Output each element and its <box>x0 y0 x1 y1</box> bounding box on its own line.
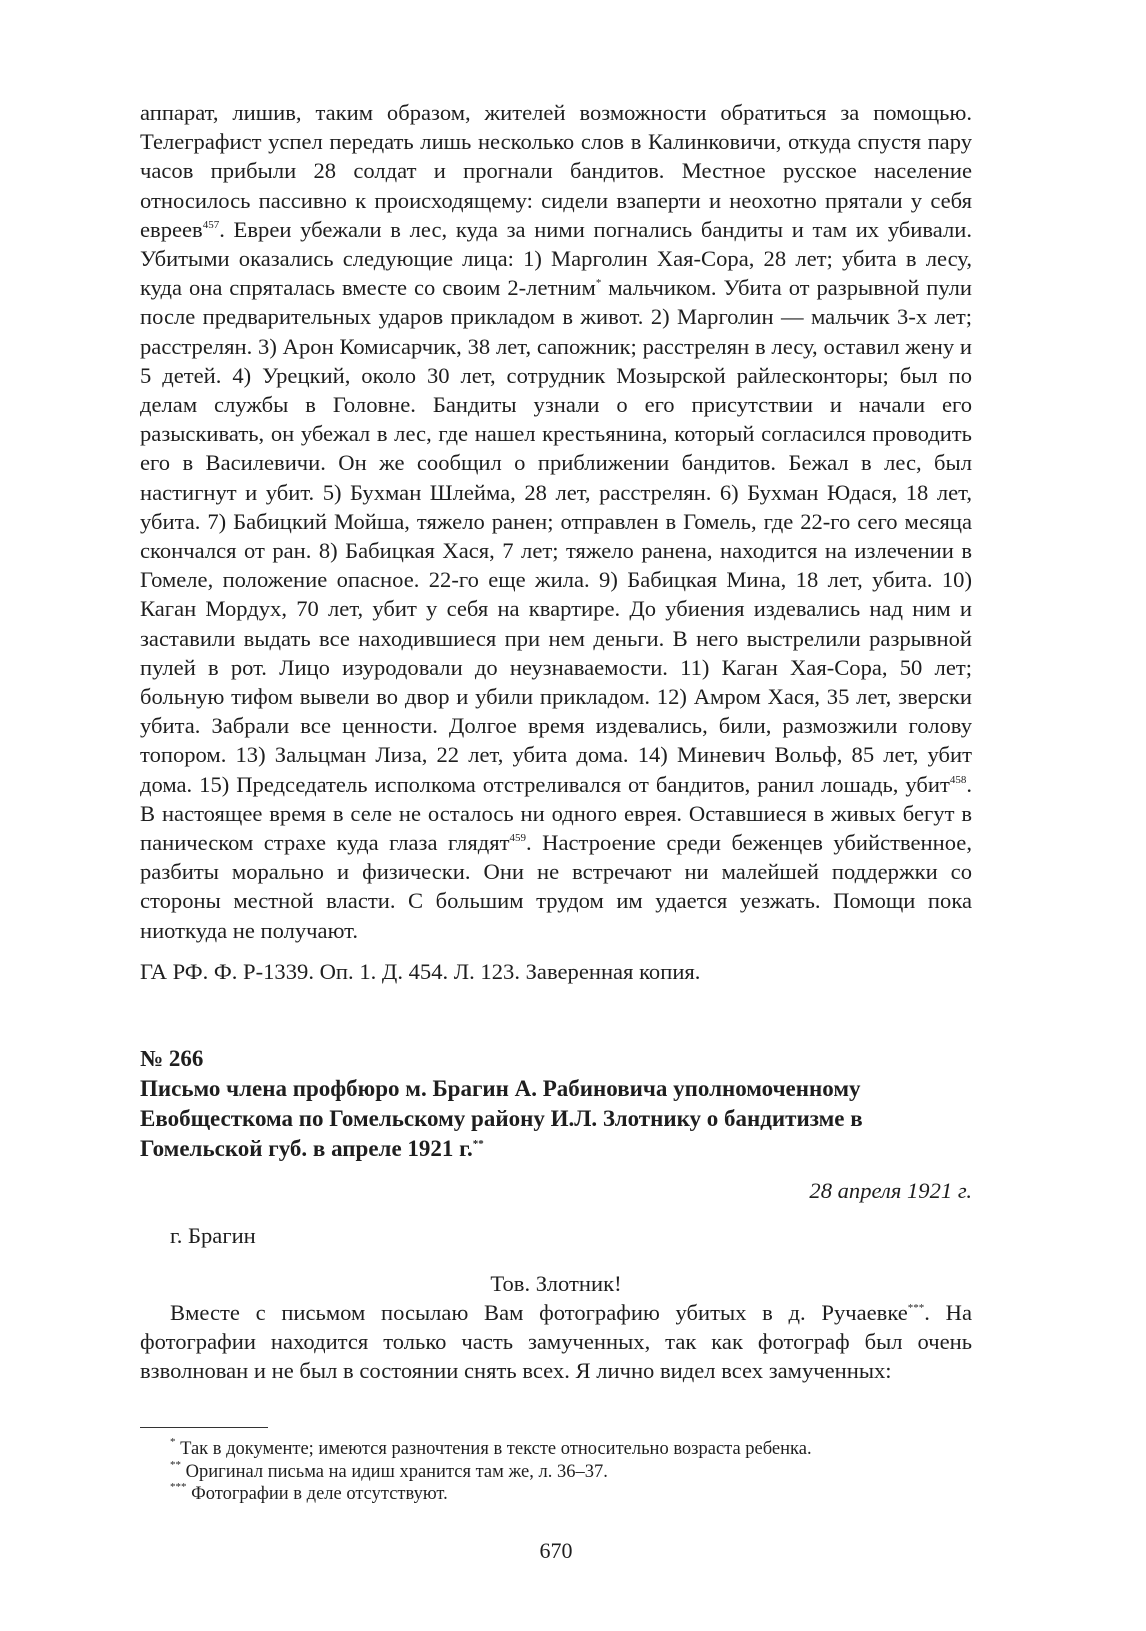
document-title-text: Письмо члена профбюро м. Брагин А. Рабиновича уполномоченному Евобщесткома по Гомельскому району И.Л. Злотнику о бандитизме в Гомельской губ. в апреле 1921 г. <box>140 1076 863 1162</box>
text-run: . Настроение среди беженцев убийственное, разбиты морально и физически. Они не встречают ни малейшей поддержки со стороны местной власти. С большим трудом им удается уезжать. Помощи пока ниоткуда не получают. <box>140 830 972 943</box>
footnote-text: Оригинал письма на идиш хранится там же, л. 36–37. <box>185 1461 608 1482</box>
footnote-ref-457[interactable]: 457 <box>202 218 220 231</box>
footnote <box>170 1458 972 1484</box>
footnote-divider <box>140 1427 268 1428</box>
letter-paragraph <box>140 1298 972 1386</box>
footnote-text: Так в документе; имеются разночтения в тексте относительно возраста ребенка. <box>180 1439 812 1460</box>
letter-date: 28 апреля 1921 г. <box>809 1178 972 1204</box>
letter-salutation: Тов. Злотник! <box>490 1270 622 1296</box>
footnote-text: Фотографии в деле отсутствуют. <box>191 1484 448 1505</box>
footnote-mark: * <box>170 1436 176 1449</box>
document-page <box>140 98 972 1565</box>
page-number: 670 <box>539 1537 573 1563</box>
footnote-mark: ** <box>170 1458 181 1471</box>
text-run: . На фотографии находится только часть замученных, так как фотограф был очень взволнован и не был в состоянии снять всех. Я лично видел всех замученных: <box>140 1299 972 1384</box>
footnote-ref-458[interactable]: 458 <box>949 773 967 786</box>
archive-source: ГА РФ. Ф. Р-1339. Оп. 1. Д. 454. Л. 123. Заверенная копия. <box>140 958 701 984</box>
document-number: № 266 <box>140 1046 204 1072</box>
footnote <box>170 1483 972 1506</box>
text-run: . В настоящее время в селе не осталось ни одного еврея. Оставшиеся в живых бегут в паническом страхе куда глаза глядят <box>140 771 972 856</box>
text-run: . Евреи убежали в лес, куда за ними погнались бандиты и там их убивали. Убитыми оказались следующие лица: 1) Марголин Хая-Сора, 28 лет; убита в лесу, куда она спряталась вместе со своим 2-летним <box>140 216 972 301</box>
letter-place: г. Брагин <box>170 1223 256 1249</box>
document-title <box>140 1074 972 1164</box>
footnote-ref-triple-star[interactable]: *** <box>907 1301 925 1314</box>
footnote-ref-double-star[interactable]: ** <box>472 1138 484 1151</box>
text-run: мальчиком. Убита от разрывной пули после предварительных ударов прикладом в живот. 2) Марголин — мальчик 3-х лет; расстрелян. 3) Арон Комисарчик, 38 лет, сапожник; расстрелян в лесу, оставил жену и 5 детей. 4) Урецкий, около 30 лет, сотрудник Мозырской райлесконторы; был по делам службы в Головне. Бандиты узнали о его присутствии и начали его разыскивать, он убежал в лес, где нашел крестьянина, который согласился проводить его в Василевичи. Он же сообщил о приближении бандитов. Бежал в лес, был настигнут и убит. 5) Бухман Шлейма, 28 лет, расстрелян. 6) Бухман Юдася, 18 лет, убита. 7) Бабицкий Мойша, тяжело ранен; отправлен в Гомель, где 22-го сего месяца скончался от ран. 8) Бабицкая Хася, 7 лет; тяжело ранена, находится на излечении в Гомеле, положение опасное. 22-го еще жила. 9) Бабицкая Мина, 18 лет, убита. 10) Каган Мордух, 70 лет, убит у себя на квартире. До убиения издевались над ним и заставили выдать все находившиеся при нем деньги. В него выстрелили разрывной пулей в рот. Лицо изуродовали до неузнаваемости. 11) Каган Хая-Сора, 50 лет; больную тифом вывели во двор и убили прикладом. 12) Амром Хася, 35 лет, зверски убита. Забрали все ценности. Долгое время издевались, били, размозжили голову топором. 13) Зальцман Лиза, 22 лет, убита дома. 14) Миневич Вольф, 85 лет, убит дома. 15) Председатель исполкома отстреливался от бандитов, ранил лошадь, убит <box>140 275 972 797</box>
text-run: аппарат, лишив, таким образом, жителей возможности обратиться за помощью. Телеграфист успел передать лишь несколько слов в Калинковичи, откуда спустя пару часов прибыли 28 солдат и прогнали бандитов. Местное русское население относилось пассивно к происходящему: сидели взаперти и неохотно прятали у себя евреев <box>140 100 972 242</box>
text-run: Вместе с письмом посылаю Вам фотографию убитых в д. Ручаевке <box>170 1299 908 1325</box>
footnote-ref-star[interactable]: * <box>595 277 602 290</box>
footnote <box>170 1438 972 1461</box>
footnote-mark: *** <box>170 1481 187 1494</box>
footnotes <box>140 1438 972 1506</box>
footnote-ref-459[interactable]: 459 <box>509 832 527 845</box>
continuation-paragraph <box>140 98 972 945</box>
